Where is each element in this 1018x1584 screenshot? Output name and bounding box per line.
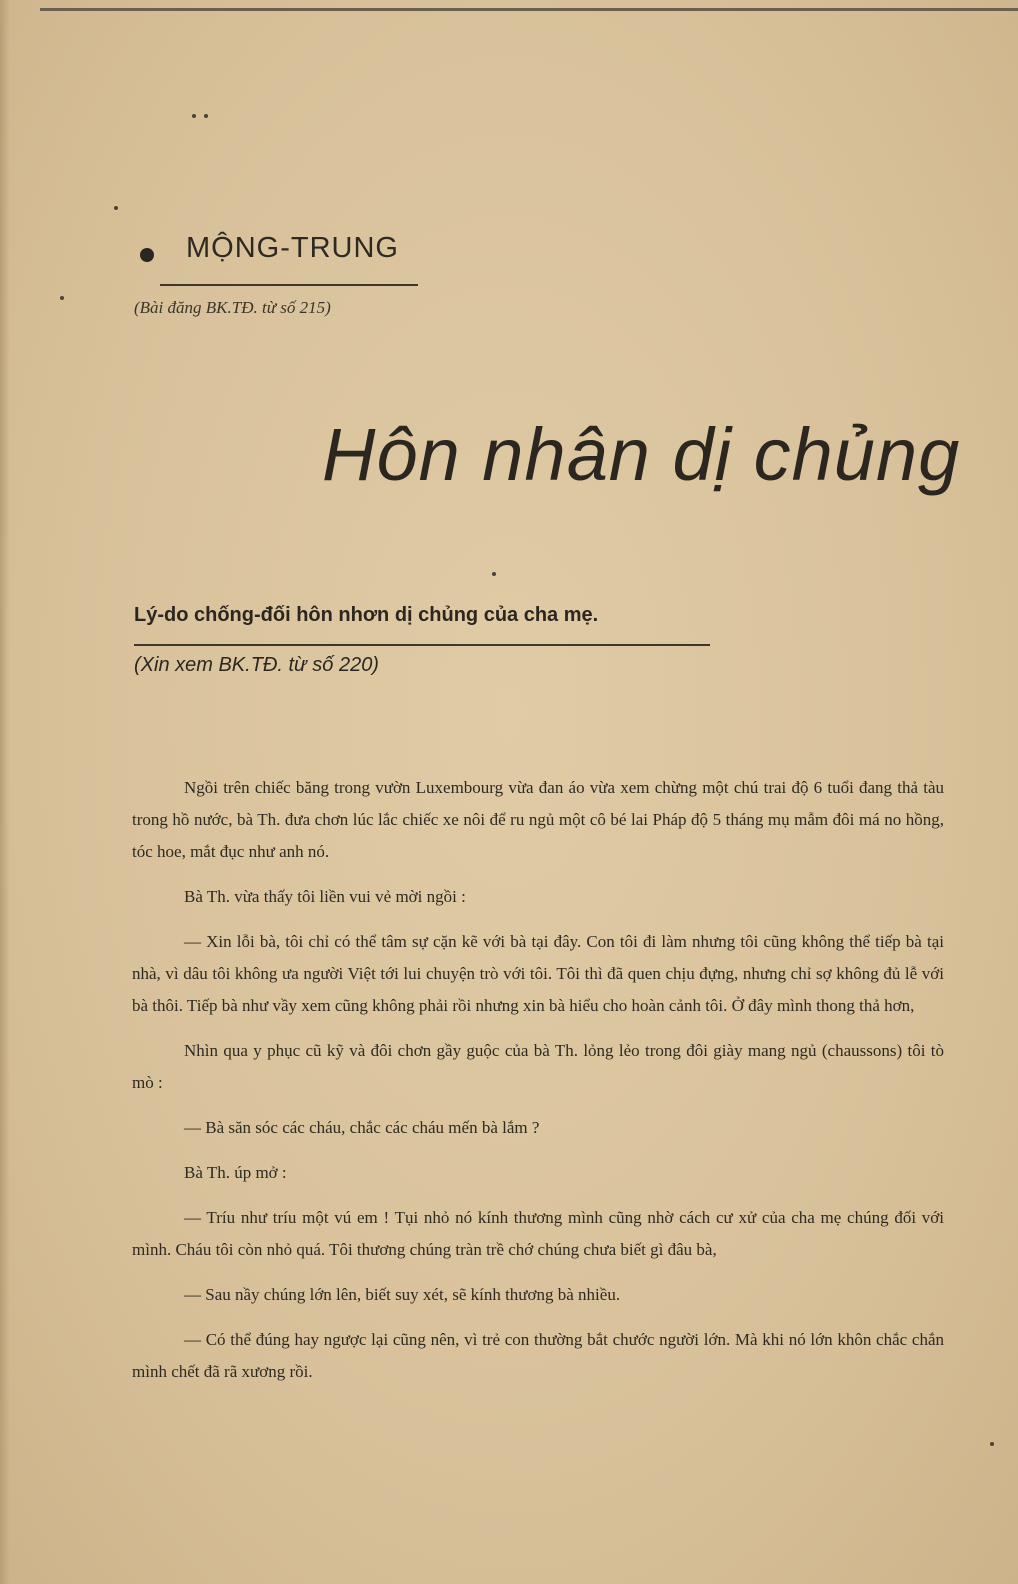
- reference-note: (Xin xem BK.TĐ. từ số 220): [134, 654, 379, 676]
- ink-speck: [204, 114, 208, 118]
- body-paragraph: Bà Th. vừa thấy tôi liền vui vẻ mời ngồi :: [184, 887, 466, 906]
- ink-speck: [114, 206, 118, 210]
- body-paragraph: Bà Th. úp mở :: [184, 1163, 287, 1182]
- ink-speck: [60, 296, 64, 300]
- body-paragraph: — Xin lỗi bà, tôi chỉ có thể tâm sự cặn kẽ với bà tại đây. Con tôi đi làm nhưng tôi cũng không thể tiếp bà tại nhà, vì dâu tôi không ưa người Việt tới lui chuyện trò với tôi. Tôi thì đã quen chịu đựng, nhưng chỉ sợ không đủ lễ với bà thôi. Tiếp bà như vầy xem cũng không phải rồi nhưng xin bà hiểu cho hoàn cảnh tôi. Ở đây mình thong thả hơn,: [132, 932, 944, 1015]
- subtitle-underline: [134, 644, 710, 646]
- body-paragraph: Ngồi trên chiếc băng trong vườn Luxembourg vừa đan áo vừa xem chừng một chú trai độ 6 tuổi đang thả tàu trong hồ nước, bà Th. đưa chơn lúc lắc chiếc xe nôi để ru ngủ một cô bé lai Pháp độ 5 tháng mụ mẫm đôi má no hồng, tóc hoe, mắt đục như anh nó.: [132, 778, 944, 861]
- article-title: Hôn nhân dị chủng: [322, 413, 961, 496]
- section-subtitle: Lý-do chống-đối hôn nhơn dị chủng của cha mẹ.: [134, 604, 599, 626]
- body-paragraph: — Sau nầy chúng lớn lên, biết suy xét, sẽ kính thương bà nhiều.: [184, 1285, 621, 1304]
- body-paragraph: — Tríu như tríu một vú em ! Tụi nhỏ nó kính thương mình cũng nhờ cách cư xử của cha mẹ chúng đối với mình. Cháu tôi còn nhỏ quá. Tôi thương chúng tràn trề chớ chúng chưa biết gì đâu bà,: [132, 1208, 944, 1259]
- author-name: MỘNG-TRUNG: [186, 232, 399, 264]
- ink-speck: [990, 1442, 994, 1446]
- page-left-edge: [0, 0, 10, 1584]
- body-paragraph: — Bà săn sóc các cháu, chắc các cháu mến bà lắm ?: [184, 1118, 540, 1137]
- top-edge-rule: [40, 8, 1018, 11]
- ink-speck: [492, 572, 496, 576]
- body-paragraph: Nhìn qua y phục cũ kỹ và đôi chơn gầy guộc của bà Th. lỏng lẻo trong đôi giày mang ngủ (chaussons) tôi tò mò :: [132, 1041, 944, 1092]
- author-underline: [160, 284, 418, 286]
- source-note: (Bài đăng BK.TĐ. từ số 215): [134, 298, 331, 317]
- article-body: [132, 772, 944, 1401]
- bullet-icon: [140, 248, 154, 262]
- body-paragraph: — Có thể đúng hay ngược lại cũng nên, vì trẻ con thường bắt chước người lớn. Mà khi nó lớn khôn chắc chắn mình chết đã rã xương rồi.: [132, 1330, 944, 1381]
- ink-speck: [192, 114, 196, 118]
